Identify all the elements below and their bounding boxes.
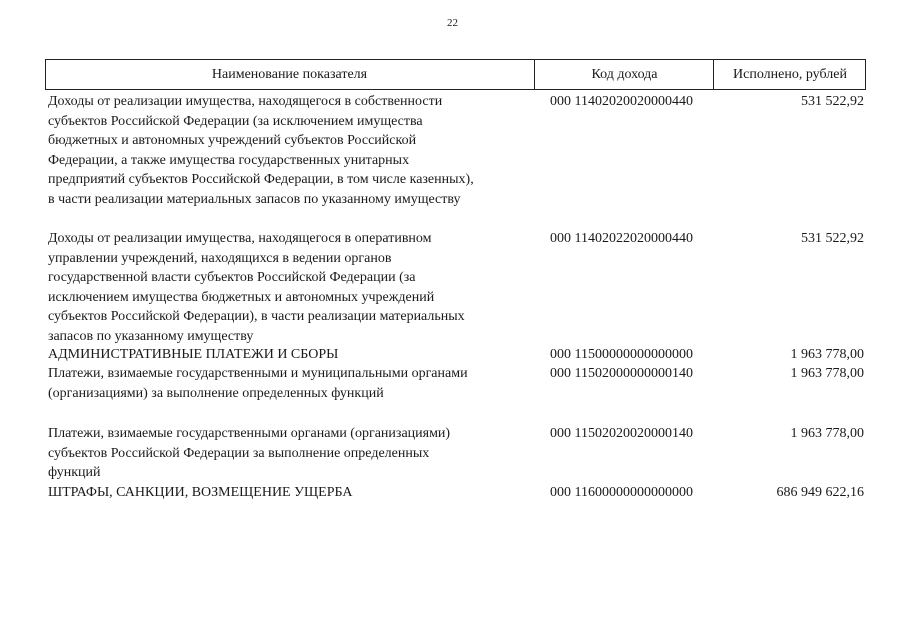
indicator-name-line: ШТРАФЫ, САНКЦИИ, ВОЗМЕЩЕНИЕ УЩЕРБА <box>48 485 353 500</box>
indicator-name-line: (организациями) за выполнение определенных функций <box>48 385 384 401</box>
executed-amount: 531 522,92 <box>801 231 864 246</box>
indicator-name-line: субъектов Российской Федерации), в части реализации материальных <box>48 309 465 324</box>
indicator-name-line: бюджетных и автономных учреждений субъектов Российской <box>48 133 417 148</box>
executed-amount: 686 949 622,16 <box>776 485 864 500</box>
executed-amount: 531 522,92 <box>801 94 864 109</box>
table-header <box>45 59 866 90</box>
indicator-name-line: Доходы от реализации имущества, находящегося в оперативном <box>48 231 432 246</box>
income-code: 000 11600000000000000 <box>550 485 693 500</box>
indicator-name-line: предприятий субъектов Российской Федерации, в том числе казенных), <box>48 172 474 187</box>
indicator-name-line: субъектов Российской Федерации (за исключением имущества <box>48 113 423 129</box>
income-code: 000 11500000000000000 <box>550 347 693 362</box>
indicator-name <box>48 364 538 403</box>
indicator-name <box>48 92 538 209</box>
indicator-name-line: государственной власти субъектов Российской Федерации (за <box>48 270 416 285</box>
executed-amount: 1 963 778,00 <box>790 366 864 381</box>
indicator-name-line: субъектов Российской Федерации за выполнение определенных <box>48 445 430 461</box>
indicator-name-line: функций <box>48 465 101 480</box>
indicator-name-line: запасов по указанному имуществу <box>48 328 254 344</box>
indicator-name-line: Платежи, взимаемые государственными и муниципальными органами <box>48 366 468 381</box>
executed-amount: 1 963 778,00 <box>790 347 864 362</box>
column-header-amount: Исполнено, рублей <box>713 60 866 89</box>
indicator-name-line: Федерации, а также имущества государственных унитарных <box>48 152 410 168</box>
indicator-name <box>48 345 538 365</box>
income-code: 000 11502000000000140 <box>550 366 693 381</box>
indicator-name <box>48 424 538 483</box>
column-header-code: Код дохода <box>534 60 714 89</box>
income-code: 000 11502020020000140 <box>550 426 693 441</box>
income-code: 000 11402022020000440 <box>550 231 693 246</box>
indicator-name-line: Доходы от реализации имущества, находящегося в собственности <box>48 94 443 109</box>
indicator-name-line: управлении учреждений, находящихся в ведении органов <box>48 250 392 266</box>
indicator-name-line: АДМИНИСТРАТИВНЫЕ ПЛАТЕЖИ И СБОРЫ <box>48 347 339 362</box>
indicator-name <box>48 229 538 346</box>
indicator-name-line: исключением имущества бюджетных и автономных учреждений <box>48 289 435 305</box>
column-header-name: Наименование показателя <box>211 67 368 82</box>
indicator-name <box>48 483 538 503</box>
income-code: 000 11402020020000440 <box>550 94 693 109</box>
executed-amount: 1 963 778,00 <box>790 426 864 441</box>
indicator-name-line: в части реализации материальных запасов по указанному имуществу <box>48 191 461 207</box>
indicator-name-line: Платежи, взимаемые государственными органами (организациями) <box>48 426 451 441</box>
page-number: 22 <box>447 17 458 29</box>
